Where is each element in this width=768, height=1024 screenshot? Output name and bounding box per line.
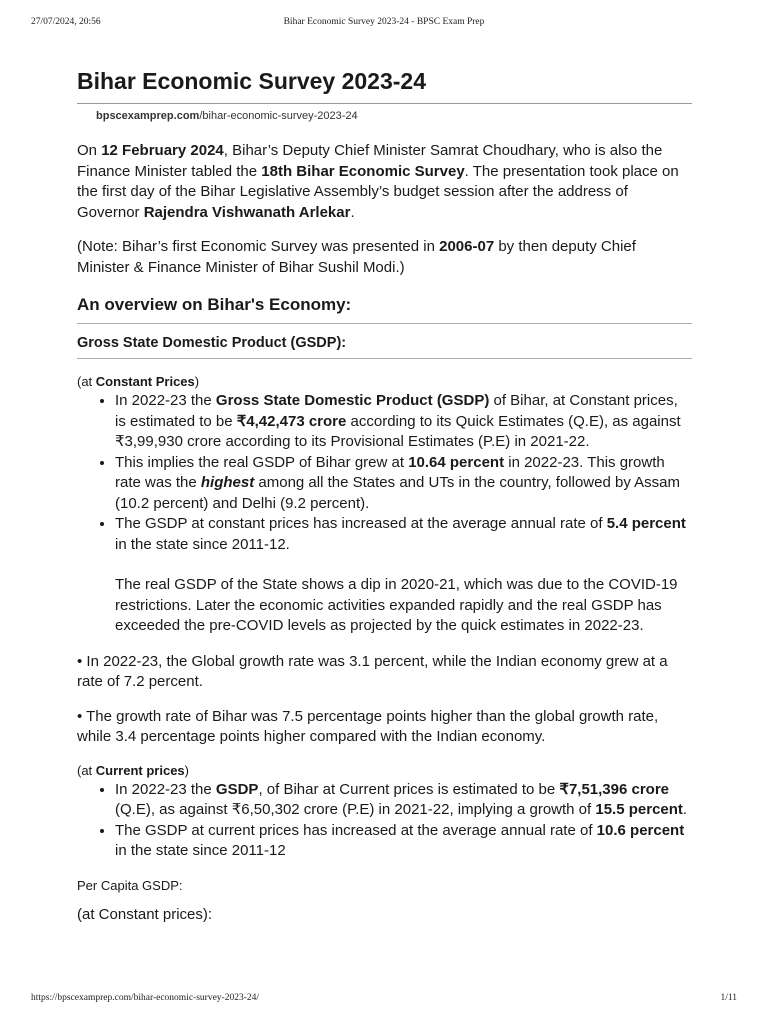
print-url[interactable]: https://bpscexamprep.com/bihar-economic-survey-2023-24/: [31, 993, 260, 1003]
global-growth-paragraph: • In 2022-23, the Global growth rate was 3.1 percent, while the Indian economy grew at a rate of 7.2 percent.: [77, 652, 668, 690]
print-page-number: 1/11: [720, 993, 737, 1003]
article-title: Bihar Economic Survey 2023-24: [77, 68, 426, 94]
list-item: • In 2022-23 the GSDP, of Bihar at Current prices is estimated to be ₹7,51,396 crore (Q.E), as against ₹6,50,302 crore (P.E) in 2021-22, implying a growth of 15.5 percent.: [115, 780, 692, 821]
bihar-growth-paragraph: • The growth rate of Bihar was 7.5 percentage points higher than the global growth rate, while 3.4 percentage points higher compared with the Indian economy.: [77, 707, 659, 745]
current-prices-list: [77, 780, 692, 862]
overview-divider: [77, 323, 692, 324]
url-domain: bpscexamprep.com: [96, 110, 200, 122]
covid-dip-paragraph: The real GSDP of the State shows a dip in 2020-21, which was due to the COVID-19 restrictions. Later the economic activities expanded rapidly and the real GSDP has exceeded the pre-COVID levels as projected by the quick estimates in 2022-23.: [115, 576, 678, 634]
constant-prices-label: (at Constant Prices): [77, 374, 200, 389]
list-item: • In 2022-23 the Gross State Domestic Product (GSDP) of Bihar, at Constant prices, is estimated to be ₹4,42,473 crore according to its Quick Estimates (Q.E), as against ₹3,99,930 crore according to its Provisional Estimates (P.E) in 2021-22.: [115, 391, 692, 453]
list-item: • The GSDP at constant prices has increased at the average annual rate of 5.4 percent in the state since 2011-12.: [115, 514, 692, 555]
note-paragraph: (Note: Bihar’s first Economic Survey was presented in 2006-07 by then deputy Chief Minister & Finance Minister of Bihar Sushil Modi.): [77, 238, 636, 276]
gsdp-heading: Gross State Domestic Product (GSDP):: [77, 335, 347, 351]
url-path: /bihar-economic-survey-2023-24: [199, 110, 358, 122]
per-capita-label: Per Capita GSDP:: [77, 877, 183, 893]
constant-prices-list: [77, 391, 692, 555]
overview-heading: An overview on Bihar's Economy:: [77, 295, 352, 314]
print-datetime: 27/07/2024, 20:56: [31, 17, 101, 27]
title-divider: [77, 103, 692, 104]
list-item: • This implies the real GSDP of Bihar grew at 10.64 percent in 2022-23. This growth rate was the highest among all the States and UTs in the country, followed by Assam (10.2 percent) and Delhi (9.2 percent).: [115, 453, 692, 515]
intro-paragraph: On 12 February 2024, Bihar’s Deputy Chief Minister Samrat Choudhary, who is also the Finance Minister tabled the 18th Bihar Economic Survey. The presentation took place on the first day of the Bihar Legislative Assembly’s budget session after the address of Governor Rajendra Vishwanath Arlekar.: [77, 142, 679, 221]
article: [77, 62, 692, 938]
gsdp-divider: [77, 358, 692, 359]
list-item: • The GSDP at current prices has increased at the average annual rate of 10.6 percent in the state since 2011-12: [115, 821, 692, 862]
at-constant-prices-label: (at Constant prices):: [77, 905, 213, 923]
article-url[interactable]: [96, 110, 692, 122]
current-prices-label: (at Current prices): [77, 762, 190, 778]
print-page-title: Bihar Economic Survey 2023-24 - BPSC Exam Prep: [283, 17, 485, 27]
